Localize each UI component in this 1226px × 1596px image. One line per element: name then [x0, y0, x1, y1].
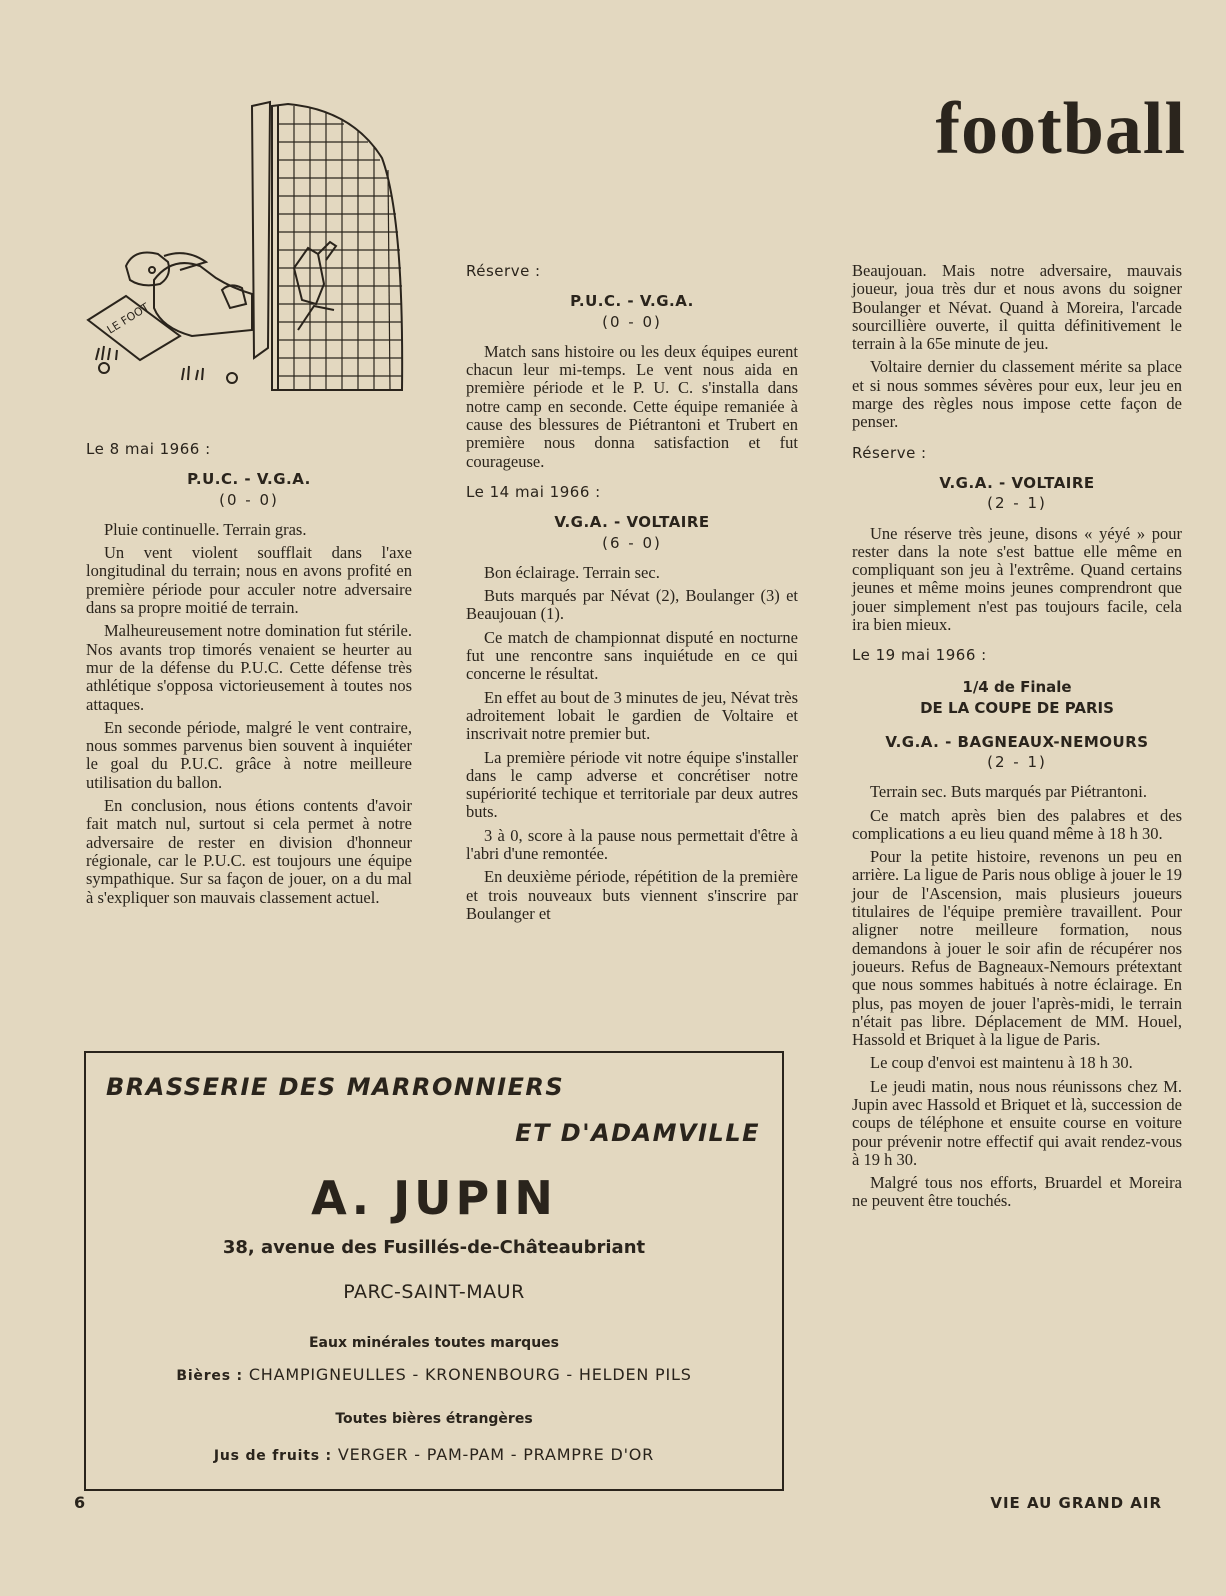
- ad-brasserie-name-2: ET D'ADAMVILLE: [515, 1119, 760, 1147]
- ad-jus-prefix: Jus de fruits :: [213, 1448, 332, 1464]
- ad-brasserie-name: BRASSERIE DES MARRONNIERS: [106, 1073, 565, 1101]
- paragraph: Pluie continuelle. Terrain gras.: [104, 519, 307, 539]
- magazine-name: VIE AU GRAND AIR: [990, 1494, 1162, 1512]
- reserve-label: Réserve :: [852, 443, 927, 462]
- paragraph: Terrain sec. Buts marqués par Piétrantoni.: [870, 782, 1147, 802]
- ad-city: PARC-SAINT-MAUR: [343, 1281, 525, 1303]
- paragraph: Un vent violent soufflait dans l'axe longitudinal du terrain; nous en avons profité en première période pour acculer notre adversaire dans sa propre moitié de terrain.: [86, 543, 412, 618]
- paragraph: Match sans histoire ou les deux équipes eurent chacun leur mi-temps. Le vent nous aida en première période et le P. U. C. s'installa dans notre camp en seconde. Cette équipe remaniée à cause des blessures de Piétrantoni et Trubert en première nous donna satisfaction et fut courageuse.: [466, 341, 798, 471]
- cup-heading: [852, 677, 1182, 719]
- match-score: (2 - 1): [987, 752, 1047, 771]
- ad-bieres-line: [86, 1365, 782, 1384]
- cup-heading-line2: DE LA COUPE DE PARIS: [920, 698, 1114, 717]
- paragraph: La première période vit notre équipe s'installer dans le camp adverse et concrétiser notre supériorité techique et territoriale par deux autres buts.: [466, 747, 798, 822]
- column-2: [466, 262, 798, 928]
- column-1: [86, 440, 412, 912]
- paragraph: Ce match après bien des palabres et des complications a eu lieu quand même à 18 h 30.: [852, 805, 1182, 843]
- paragraph: Pour la petite histoire, revenons un peu en arrière. La ligue de Paris nous oblige à jouer le 19 jour de l'Ascension, mais plusieurs joueurs titulaires de l'équipe première travaillent. Pour aligner notre meilleure formation, nous demandons à jouer le soir afin de récupérer nos joueurs. Refus de Bagneaux-Nemours prétextant que nous sommes habitués à notre éclairage. En plus, pas moyen de jouer l'après-midi, le terrain n'était pas libre. Déplacement de MM. Houel, Hassold et Briquet à la ligue de Paris.: [852, 847, 1182, 1050]
- match-date: Le 19 mai 1966 :: [852, 646, 987, 665]
- match-date: Le 8 mai 1966 :: [86, 440, 211, 458]
- match-teams: V.G.A. - BAGNEAUX-NEMOURS: [885, 732, 1149, 751]
- paragraph: Malheureusement notre domination fut stérile. Nos avants trop timorés venaient se heurter au mur de la défense du P.U.C. Cette défense très athlétique s'opposa victorieusement à toutes nos attaques.: [86, 621, 412, 714]
- goalkeeper-cartoon-illustration: [82, 98, 416, 406]
- reserve-label: Réserve :: [466, 262, 541, 280]
- paragraph: Le coup d'envoi est maintenu à 18 h 30.: [870, 1053, 1133, 1073]
- paragraph: Une réserve très jeune, disons « yéyé » pour rester dans la note s'est battue elle même en compliquant son jeu à l'extrême. Quand certains jeunes et même moins jeunes comprendront que jouer simplement n'est pas toujours facile, cela ira bien mieux.: [852, 523, 1182, 635]
- reserve-match-teams: P.U.C. - V.G.A.: [570, 292, 694, 311]
- sign-text: LE FOOT: [104, 300, 152, 337]
- section-title: football: [935, 88, 1186, 170]
- paragraph: Ce match de championnat disputé en nocturne fut une rencontre sans inquiétude en ce qui concerne le résultat.: [466, 627, 798, 684]
- ad-jus-line: [86, 1445, 782, 1464]
- match-score: (6 - 0): [602, 533, 662, 552]
- paragraph: En effet au bout de 3 minutes de jeu, Névat très adroitement lobait le gardien de Voltaire et inscrivait notre premier but.: [466, 687, 798, 744]
- paragraph: En deuxième période, répétition de la première et trois nouveaux buts viennent s'inscrire par Boulanger et: [466, 867, 798, 923]
- ad-address: 38, avenue des Fusillés-de-Châteaubriant: [222, 1237, 646, 1258]
- match-date: Le 14 mai 1966 :: [466, 482, 601, 501]
- paragraph: Buts marqués par Névat (2), Boulanger (3) et Beaujouan (1).: [466, 586, 798, 624]
- ad-toutes: Toutes bières étrangères: [335, 1411, 533, 1427]
- paragraph: 3 à 0, score à la pause nous permettait d'être à l'abri d'une remontée.: [466, 825, 798, 864]
- ad-jus: VERGER - PAM-PAM - PRAMPRE D'OR: [337, 1445, 655, 1464]
- match-score: (0 - 0): [219, 490, 279, 509]
- cup-heading-line1: 1/4 de Finale: [962, 677, 1072, 696]
- brasserie-advertisement: [84, 1051, 784, 1491]
- paragraph: Beaujouan. Mais notre adversaire, mauvais joueur, joua très dur et nous avons du soigner Boulanger et Névat. Quand à Moreira, l'arcade sourcillière ouverte, il quitta définitivement le terrain à la 65e minute de jeu.: [852, 261, 1182, 354]
- column-3: [852, 262, 1182, 1216]
- ad-bieres: CHAMPIGNEULLES - KRONENBOURG - HELDEN PILS: [248, 1365, 692, 1384]
- ad-owner-name: A. JUPIN: [311, 1171, 557, 1225]
- page-number: 6: [74, 1493, 86, 1512]
- paragraph: Malgré tous nos efforts, Bruardel et Moreira ne peuvent être touchés.: [852, 1173, 1182, 1211]
- match-teams: P.U.C. - V.G.A.: [187, 470, 311, 489]
- ad-bieres-prefix: Bières :: [176, 1368, 243, 1384]
- reserve-match-teams: V.G.A. - VOLTAIRE: [939, 473, 1095, 492]
- ad-eaux: Eaux minérales toutes marques: [308, 1335, 559, 1351]
- paragraph: Voltaire dernier du classement mérite sa place et si nous sommes sévères pour eux, leur jeu en marge des règles nous impose cette façon de penser.: [852, 357, 1182, 432]
- paragraph: Le jeudi matin, nous nous réunissons chez M. Jupin avec Hassold et Briquet et là, succession de coups de téléphone et ensuite course en voiture pour prévenir notre effectif qui avait rendez-vous à 19 h 30.: [852, 1076, 1182, 1169]
- paragraph: En conclusion, nous étions contents d'avoir fait match nul, surtout si cela permet à notre adversaire de rester en division d'honneur régionale, car le P.U.C. est toujours une équipe sympathique. Sur sa façon de jouer, on a du mal à s'expliquer son mauvais classement actuel.: [86, 796, 412, 907]
- reserve-match-score: (2 - 1): [987, 494, 1047, 513]
- paragraph: Bon éclairage. Terrain sec.: [484, 562, 660, 582]
- paragraph: En seconde période, malgré le vent contraire, nous sommes parvenus bien souvent à inquiéter le goal du P.U.C. grâce à notre meilleure utilisation du ballon.: [86, 717, 412, 792]
- match-teams: V.G.A. - VOLTAIRE: [554, 513, 710, 532]
- reserve-match-score: (0 - 0): [602, 312, 662, 331]
